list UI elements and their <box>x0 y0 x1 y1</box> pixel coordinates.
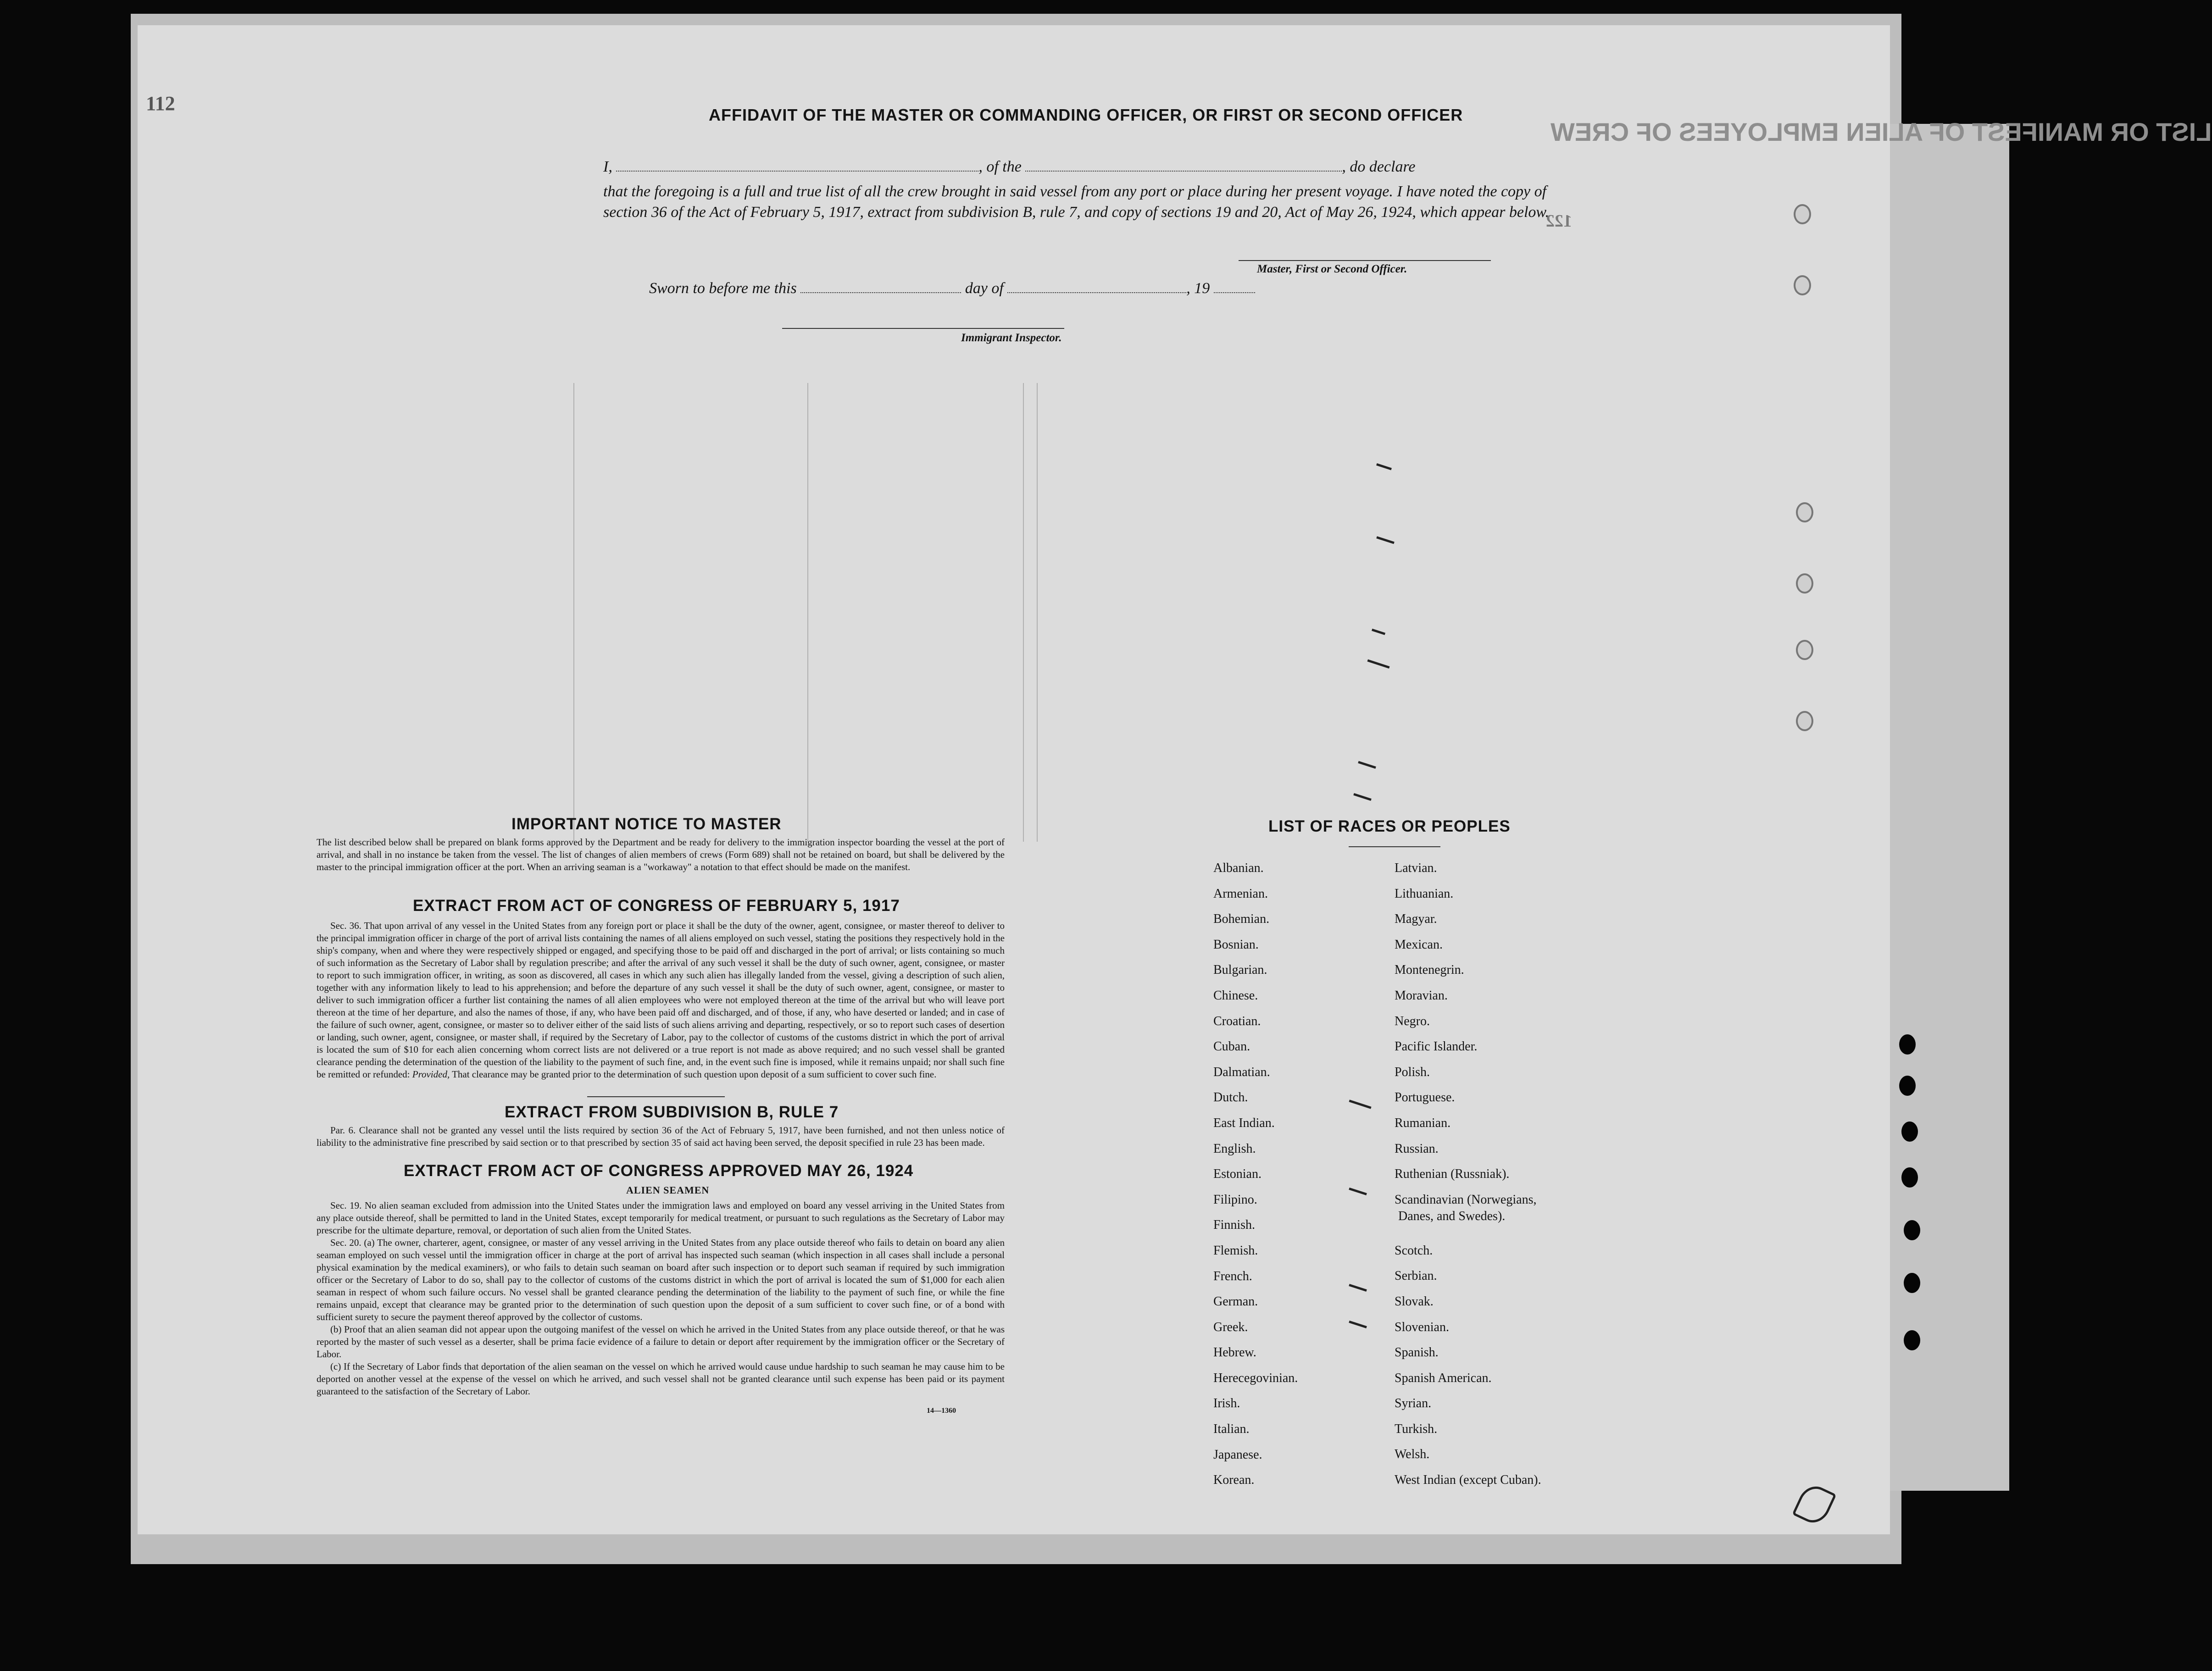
races-column-1 <box>1213 861 1298 1499</box>
sworn-label: Sworn to before me this <box>649 280 797 297</box>
race-item: Moravian. <box>1395 988 1448 1003</box>
race-item: Syrian. <box>1395 1396 1432 1411</box>
bleed-check-mark <box>1376 536 1395 544</box>
race-item: Dalmatian. <box>1213 1065 1270 1079</box>
extract-1924-text <box>317 1199 1005 1398</box>
race-item: Pacific Islander. <box>1395 1039 1478 1054</box>
race-item: Polish. <box>1395 1065 1430 1079</box>
race-item: Ruthenian (Russniak). <box>1395 1167 1510 1182</box>
year-prefix-label: , 19 <box>1186 280 1210 297</box>
races-column-2 <box>1395 861 1541 1499</box>
form-number: 14—1360 <box>927 1407 956 1415</box>
race-item: Lithuanian. <box>1395 886 1454 901</box>
rule7-text: Par. 6. Clearance shall not be granted any vessel until the lists required by section 36 of the Act of February 5, 1917, have been furnished, and not then unless notice of liability to the administrative fine prescribed by said section or to that prescribed by section 35 of said act having been served, the deposit specified in rule 23 has been made. <box>317 1125 1005 1148</box>
race-item: Negro. <box>1395 1014 1430 1028</box>
section-divider <box>587 1096 725 1097</box>
sec-19-label: Sec. 19. <box>330 1200 362 1211</box>
race-item: Estonian. <box>1213 1167 1262 1182</box>
race-item: Finnish. <box>1213 1218 1256 1232</box>
sec-36-body: That upon arrival of any vessel in the United States from any foreign port or place it shall be the duty of the owner, agent, consignee, or master thereof to deliver to the principal immigration officer in charge of the port of arrival lists containing the names of all aliens employed on such vessel, stating the positions they respectively hold in the ship's company, when and where they were respectively shipped or engaged, and specifying those to be paid off and discharged in the port of arrival; or lists containing so much of such information as the Secretary of Labor shall by regulation prescribe; and after the arrival of any such vessel it shall be the duty of such owner, agent, consignee, or master to report to such immigration officer, in writing, as soon as discovered, all cases in which any such alien has illegally landed from the vessel, giving a description of such alien, together with any information likely to lead to his apprehension; and before the departure of any such vessel it shall be the duty of such owner, agent, consignee, or master to deliver to such immigration officer a further list containing the names of all alien employees who were not employed thereon at the time of the arrival but who will leave port thereon at the time of her departure, and also the names of those, if any, who have been paid off and discharged, and of those, if any, who have deserted or landed; and in case of the failure of such owner, agent, consignee, or master so to deliver either of the said lists of such aliens arriving and departing, respectively, or so to report such cases of desertion or landing, such owner, agent, consignee, or master shall, if required by the Secretary of Labor, pay to the collector of customs of the customs district in which the port of arrival is located the sum of $10 for each alien concerning whom correct lists are not delivered or a true report is not made as above required; and no such vessel shall be granted clearance pending the determination of the question of the liability to the payment of such fine, and, in the event such fine is imposed, while it remains unpaid; nor shall such fine be remitted or refunded: <box>317 920 1005 1080</box>
vessel-name-field[interactable] <box>1025 171 1342 172</box>
race-item: East Indian. <box>1213 1116 1275 1130</box>
sworn-month-field[interactable] <box>1007 292 1186 293</box>
sec-19-body: No alien seaman excluded from admission into the United States under the immigration laws and employed on board any vessel arriving in the United States from any place outside thereof, shall be permitted to land in the United States, except temporarily for medical treatment, or pursuant to such regulations as the Secretary of Labor may prescribe for the ultimate departure, removal, or deportation of such alien from the United States. <box>317 1200 1005 1236</box>
race-item: Armenian. <box>1213 886 1268 901</box>
sworn-day-field[interactable] <box>800 292 961 293</box>
punch-hole-ring <box>1796 573 1813 594</box>
sec-20-paragraph <box>317 1237 1005 1323</box>
bleed-check-mark <box>1349 1188 1367 1195</box>
bleed-column-line <box>807 383 808 842</box>
binder-hole <box>1899 1076 1916 1096</box>
right-underlying-page <box>1876 124 2009 1491</box>
punch-hole-ring <box>1794 275 1811 295</box>
notice-text: The list described below shall be prepared on blank forms approved by the Department and be ready for delivery to the immigration inspector boarding the vessel at the port of arrival, and shall in no instance be taken from the vessel. The list of changes of alien members of crews (Form 689) shall not be retained on board, but shall be delivered by the master to the principal immigration officer at the port. When an arriving seaman is a "workaway" a notation to that effect should be made on the manifest. <box>317 837 1005 872</box>
extract-1917-text <box>317 920 1005 1081</box>
race-item: Scotch. <box>1395 1243 1433 1258</box>
affidavit-body: that the foregoing is a full and true list of all the crew brought in said vessel from any port or place during her present voyage. I have noted the copy of section 36 of the Act of February 5, 1917, extract from subdivision B, rule 7, and copy of sections 19 and 20, Act of May 26, 1924, which appear below. <box>603 183 1550 221</box>
sec-36-label: Sec. 36. <box>330 920 361 931</box>
race-item: Filipino. <box>1213 1192 1257 1207</box>
race-item: Chinese. <box>1213 988 1258 1003</box>
rule7-title: EXTRACT FROM SUBDIVISION B, RULE 7 <box>505 1103 839 1121</box>
notice-title: IMPORTANT NOTICE TO MASTER <box>511 815 782 833</box>
sworn-line <box>649 280 1255 297</box>
race-item: Flemish. <box>1213 1243 1258 1258</box>
race-item: Scandinavian (Norwegians, <box>1395 1192 1537 1207</box>
race-item: Slovak. <box>1395 1294 1434 1309</box>
para-c: (c) If the Secretary of Labor finds that deportation of the alien seaman on the vessel on which he arrived would cause undue hardship to such seaman he may cause him to be deported on another vessel at the expense of the vessel on which he arrived, and such vessel shall not be granted clearance until such expense has been paid or its payment guaranteed to the satisfaction of the Secretary of Labor. <box>317 1361 1005 1397</box>
race-item: French. <box>1213 1269 1252 1283</box>
bleed-column-line <box>1037 383 1038 842</box>
signature-label: Master, First or Second Officer. <box>1257 263 1407 275</box>
race-item: Bosnian. <box>1213 937 1259 952</box>
bleed-check-mark <box>1349 1099 1371 1109</box>
punch-hole-ring <box>1796 711 1813 731</box>
race-item: Mexican. <box>1395 937 1443 952</box>
para-b: (b) Proof that an alien seaman did not appear upon the outgoing manifest of the vessel on which he arrived in the United States from any place outside thereof, or that he was reported by the master of such vessel as a deserter, shall be prima facie evidence of a failure to detain or deport after requirement by the immigration officer or the Secretary of Labor. <box>317 1324 1005 1360</box>
race-item: Russian. <box>1395 1141 1439 1156</box>
of-the-label: , of the <box>978 158 1022 175</box>
provided-label: Provided, <box>412 1069 450 1080</box>
race-item: Herecegovinian. <box>1213 1371 1298 1385</box>
race-item: Dutch. <box>1213 1090 1248 1105</box>
sworn-year-field[interactable] <box>1214 292 1255 293</box>
race-item: Spanish. <box>1395 1345 1439 1360</box>
race-item: Croatian. <box>1213 1014 1261 1028</box>
race-item: German. <box>1213 1294 1258 1309</box>
day-of-label: day of <box>965 280 1004 297</box>
pronoun-label: I, <box>603 158 612 175</box>
page-number-stamp: 122 <box>1546 211 1572 231</box>
race-item: English. <box>1213 1141 1256 1156</box>
inspector-label: Immigrant Inspector. <box>961 332 1062 344</box>
bleed-column-line <box>573 383 574 842</box>
races-title: LIST OF RACES OR PEOPLES <box>1268 817 1511 835</box>
officer-name-field[interactable] <box>616 171 978 172</box>
punch-hole-ring <box>1796 502 1813 522</box>
race-item: Serbian. <box>1395 1269 1437 1283</box>
race-item: West Indian (except Cuban). <box>1395 1473 1541 1488</box>
bleed-check-mark <box>1358 761 1376 769</box>
bleed-check-mark <box>1372 628 1385 635</box>
binder-hole <box>1901 1167 1918 1188</box>
bleed-column-line <box>1023 383 1024 842</box>
race-item: Italian. <box>1213 1422 1250 1437</box>
race-item: Korean. <box>1213 1473 1255 1488</box>
races-title-rule <box>1349 846 1440 847</box>
race-item: Japanese. <box>1213 1447 1262 1462</box>
extract-1924-title: EXTRACT FROM ACT OF CONGRESS APPROVED MAY 26, 1924 <box>404 1162 914 1180</box>
bleed-check-mark <box>1367 659 1389 668</box>
binder-hole <box>1904 1220 1920 1240</box>
race-item: Spanish American. <box>1395 1371 1492 1385</box>
bleed-check-mark <box>1349 1284 1367 1292</box>
race-item: Danes, and Swedes). <box>1398 1209 1506 1223</box>
race-item: Greek. <box>1213 1320 1248 1334</box>
binder-hole <box>1904 1273 1920 1293</box>
race-item: Turkish. <box>1395 1421 1438 1436</box>
page-number-stamp: 112 <box>146 92 175 115</box>
race-item: Magyar. <box>1395 912 1437 927</box>
sec-20-body: (a) The owner, charterer, agent, consignee, or master of any vessel arriving in the United States from any place outside thereof who fails to detain on board any alien seaman employed on such vessel until the immigration officer in charge at the port of arrival has inspected such seaman (which inspection in all cases shall include a personal physical examination by the medical examiners), or who fails to detain such seaman on board after such inspection or to deport such seaman if required by such immigration officer or the Secretary of Labor to do so, shall pay to the collector of customs of the customs district in which the port of arrival is located the sum of $1,000 for each alien seaman in respect of whom such failure occurs. No vessel shall be granted clearance pending the determination of the liability to the payment of such fine, or while the fine remains unpaid, except that clearance may be granted prior to the determination of such question upon the deposit of a sum sufficient to cover such fine, or of a bond with sufficient surety to secure the payment thereof approved by the collector of customs. <box>317 1237 1005 1322</box>
race-item: Irish. <box>1213 1396 1240 1411</box>
race-item: Portuguese. <box>1395 1090 1455 1105</box>
race-item: Welsh. <box>1395 1447 1430 1462</box>
race-item: Hebrew. <box>1213 1345 1256 1360</box>
affidavit-title: AFFIDAVIT OF THE MASTER OR COMMANDING OFFICER, OR FIRST OR SECOND OFFICER <box>709 105 1463 124</box>
affidavit-line-1 <box>603 158 1416 176</box>
race-item: Bulgarian. <box>1213 963 1267 977</box>
bleed-check-mark <box>1349 1321 1367 1328</box>
race-item: Slovenian. <box>1395 1320 1449 1334</box>
bleed-check-mark <box>1353 793 1372 801</box>
alien-seamen-subtitle: ALIEN SEAMEN <box>626 1184 710 1196</box>
race-item: Montenegrin. <box>1395 963 1464 977</box>
sec-20-label: Sec. 20. <box>330 1237 361 1248</box>
race-item: Latvian. <box>1395 861 1437 875</box>
sec-19-paragraph <box>317 1199 1005 1237</box>
binder-hole <box>1899 1034 1916 1055</box>
binder-hole <box>1904 1330 1920 1350</box>
binder-hole <box>1901 1121 1918 1142</box>
punch-hole-ring <box>1794 204 1811 224</box>
race-item: Albanian. <box>1213 861 1264 875</box>
race-item: Rumanian. <box>1395 1116 1451 1130</box>
signature-line <box>1239 260 1491 261</box>
affidavit-sheet <box>138 25 2212 1534</box>
race-item: Bohemian. <box>1213 912 1270 927</box>
bleed-check-mark <box>1376 463 1392 470</box>
inspector-signature-line <box>782 328 1064 329</box>
sec-36-end: That clearance may be granted prior to the determination of such question upon deposit of a sum sufficient to cover such fine. <box>452 1069 937 1080</box>
punch-hole-ring <box>1796 640 1813 660</box>
bleed-through-header: LIST OR MANIFEST OF ALIEN EMPLOYEES OF CREW <box>1551 117 2212 146</box>
extract-1917-title: EXTRACT FROM ACT OF CONGRESS OF FEBRUARY 5, 1917 <box>413 897 900 915</box>
do-declare-label: , do declare <box>1342 158 1416 175</box>
race-item: Cuban. <box>1213 1039 1251 1054</box>
